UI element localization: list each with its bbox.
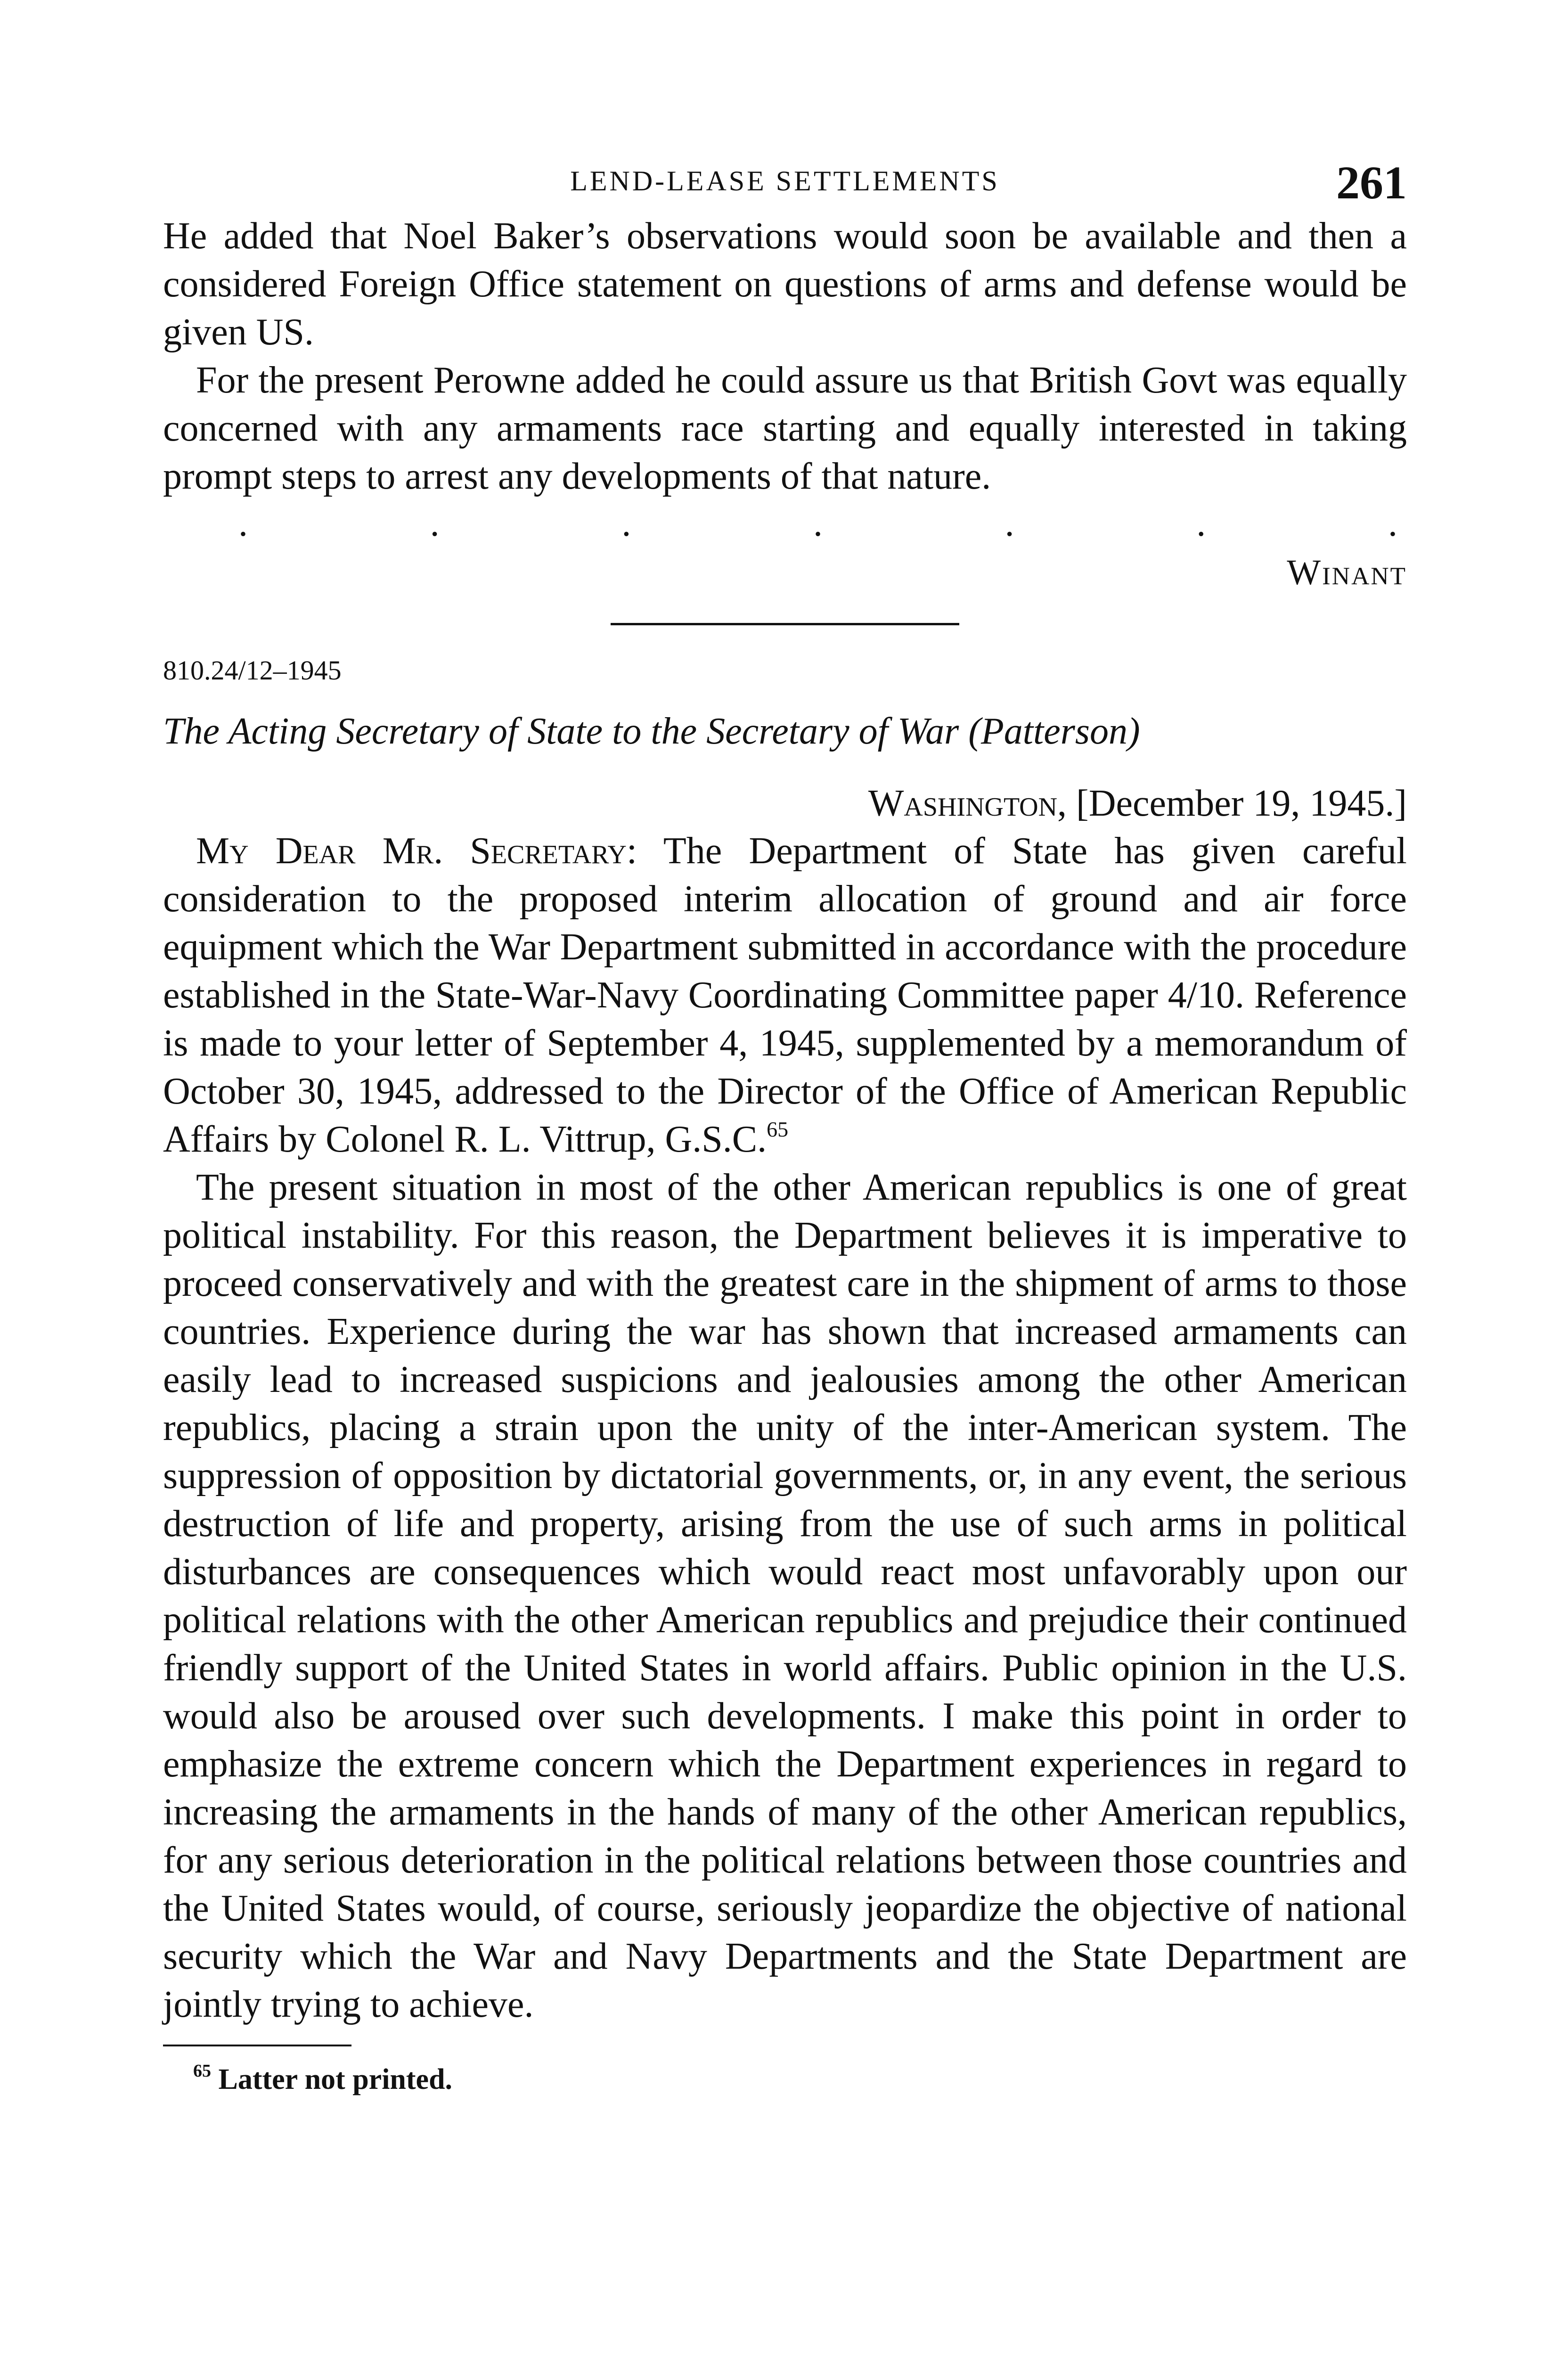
- letter-paragraph-1-text: The Department of State has given careful consideration to the proposed interim allocation of ground and air force equipment which the War Department submitted in accordance with the procedure established in the State-War-Navy Coordinating Committee paper 4/10. Reference is made to your letter of September 4, 1945, supplemented by a memorandum of October 30, 1945, addressed to the Director of the Office of American Republic Affairs by Colonel R. L. Vittrup, G.S.C.: [163, 830, 1407, 1160]
- ellipsis-dot: .: [1388, 503, 1397, 544]
- footnote-reference: 65: [767, 1117, 789, 1141]
- document-page: [163, 155, 1407, 2098]
- document-heading: The Acting Secretary of State to the Secretary of War (Patterson): [163, 711, 1140, 752]
- ellipsis-dot: .: [813, 503, 823, 544]
- running-header: [163, 155, 1407, 212]
- ellipsis-dot: .: [1196, 503, 1206, 544]
- ellipsis-dot: .: [238, 503, 248, 544]
- continuation-paragraph-1: He added that Noel Baker’s observations would soon be available and then a considered Foreign Office statement on questions of arms and defense would be given US.: [163, 215, 1407, 353]
- page-number: 261: [1336, 156, 1407, 209]
- section-divider: [611, 623, 959, 625]
- dateline-place: Washington,: [868, 783, 1067, 824]
- signature-winant: Winant: [1287, 553, 1407, 592]
- running-title: LEND-LEASE SETTLEMENTS: [570, 165, 1000, 196]
- ellipsis-dot: .: [430, 503, 440, 544]
- dateline: [163, 780, 1407, 827]
- footnote: [163, 2061, 1407, 2098]
- ellipsis-dot: .: [621, 503, 631, 544]
- footnote-text: Latter not printed.: [218, 2063, 453, 2095]
- letter-paragraph-1: [163, 827, 1407, 1163]
- footnote-marker: 65: [193, 2061, 211, 2081]
- ellipsis-dot: .: [1004, 503, 1014, 544]
- continuation-paragraph-2: For the present Perowne added he could assure us that British Govt was equally concerned with any armaments race starting and equally interested in taking prompt steps to arrest any developments of that nature.: [163, 360, 1407, 497]
- letter-paragraph-2: The present situation in most of the other American republics is one of great political instability. For this reason, the Department believes it is imperative to proceed conservatively and with the greatest care in the shipment of arms to those countries. Experience during the war has shown that increased armaments can easily lead to increased suspicions and jealousies among the other American republics, placing a strain upon the unity of the inter-American system. The suppression of opposition by dictatorial governments, or, in any event, the serious destruction of life and property, arising from the use of such arms in political disturbances are consequences which would react most unfavorably upon our political relations with the other American republics and prejudice their continued friendly support of the United States in world affairs. Public opinion in the U.S. would also be aroused over such developments. I make this point in order to emphasize the extreme concern which the Department experiences in regard to increasing the armaments in the hands of many of the other American republics, for any serious deterioration in the political relations between those countries and the United States would, of course, seriously jeopardize the objective of national security which the War and Navy Departments and the State Department are jointly trying to achieve.: [163, 1167, 1407, 2025]
- salutation: My Dear Mr. Secretary:: [196, 830, 637, 872]
- ellipsis-row: [163, 504, 1407, 543]
- dateline-date: [December 19, 1945.]: [1076, 783, 1407, 824]
- file-number: 810.24/12–1945: [163, 655, 342, 686]
- footnote-divider: [163, 2045, 351, 2046]
